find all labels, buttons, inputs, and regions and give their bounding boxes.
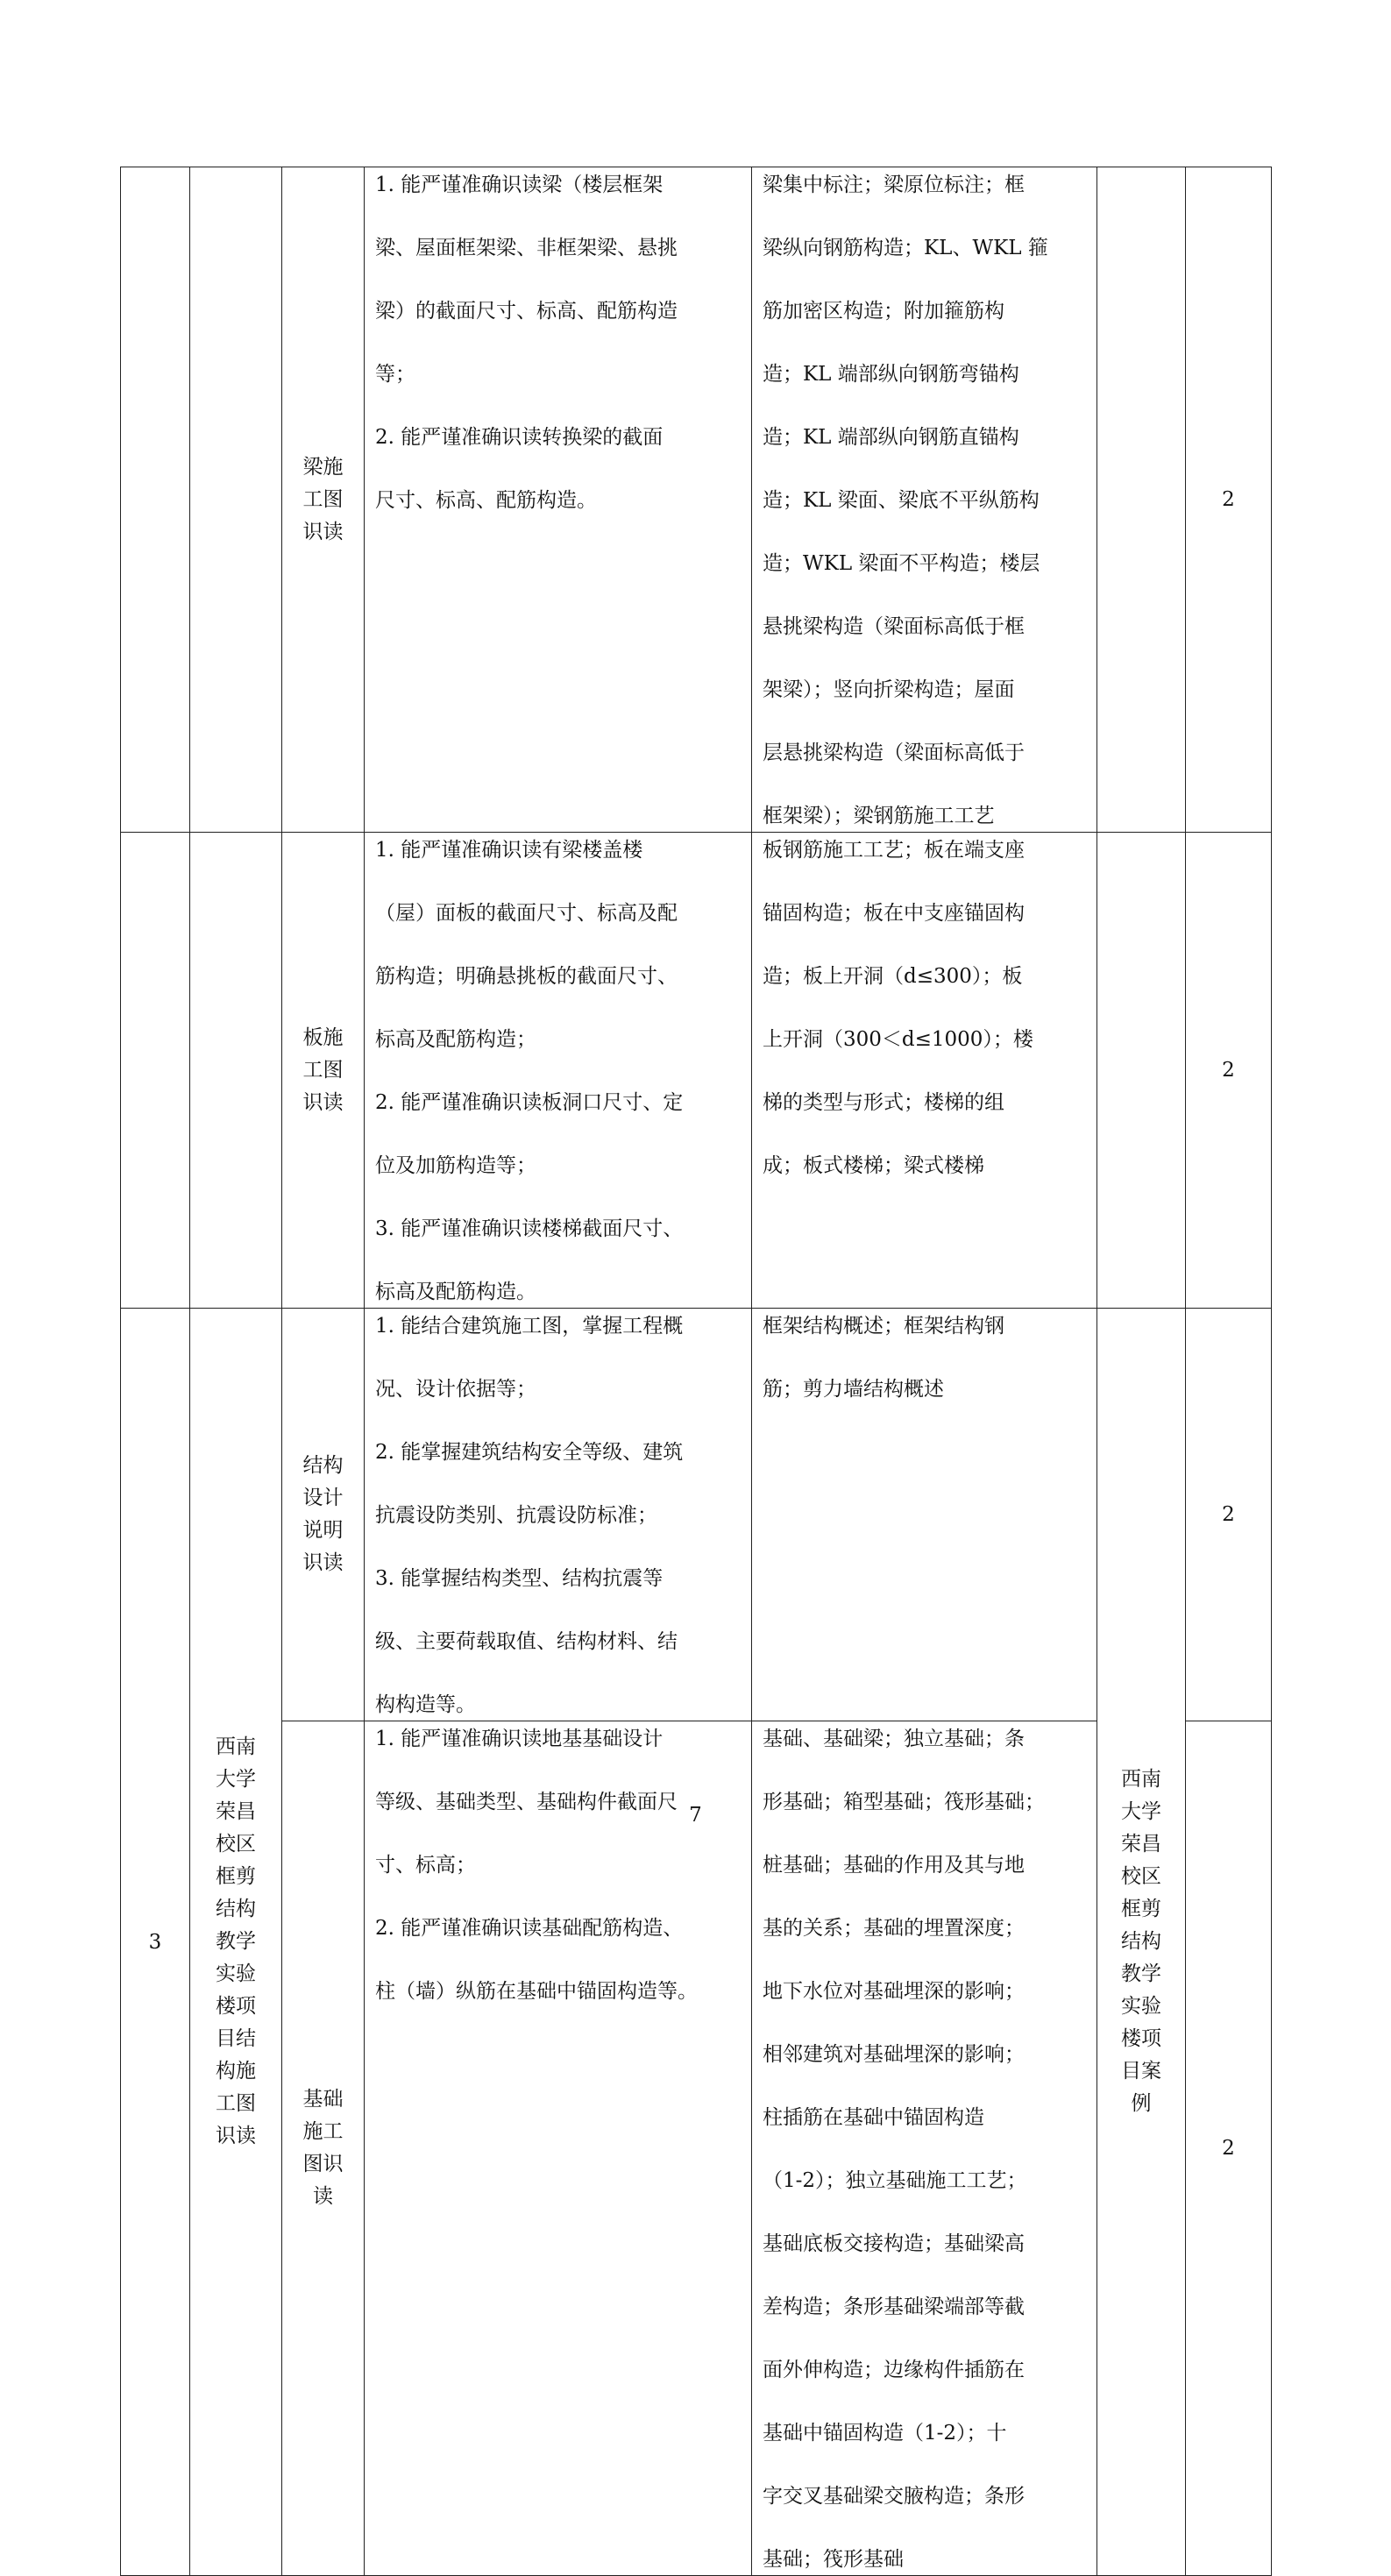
topic-line: 识读 — [302, 1090, 344, 1114]
goal-line: 标高及配筋构造； — [375, 1028, 536, 1051]
content-line: 地下水位对基础埋深的影响； — [763, 1980, 1025, 2003]
goal-line: 3. 能掌握结构类型、结构抗震等 — [375, 1567, 664, 1590]
course-content-table — [120, 167, 1272, 2576]
case-line: 框剪 — [1121, 1898, 1161, 1920]
topic-cell — [282, 1721, 365, 2576]
item-number: 3 — [148, 1930, 162, 1954]
number-cell-empty — [121, 167, 190, 833]
content-line: 相邻建筑对基础埋深的影响； — [763, 2043, 1025, 2066]
goals-cell — [365, 833, 752, 1309]
content-line: 成；板式楼梯；梁式楼梯 — [763, 1154, 984, 1177]
topic-label — [302, 1022, 344, 1119]
content-line: 上开洞（300＜d≤1000）；楼 — [763, 1028, 1033, 1051]
project-line: 构施 — [216, 2060, 256, 2083]
topic-line: 施工 — [302, 2120, 344, 2143]
goal-line: 位及加筋构造等； — [375, 1154, 536, 1177]
number-cell-empty — [121, 833, 190, 1309]
content-line: 造；KL 梁面、梁底不平纵筋构 — [763, 489, 1040, 512]
goal-line: 1. 能严谨准确识读有梁楼盖楼 — [375, 839, 643, 862]
project-line: 框剪 — [216, 1865, 256, 1888]
project-label — [215, 1731, 257, 2153]
project-cell-empty — [190, 167, 282, 833]
case-line: 教学 — [1121, 1962, 1161, 1985]
project-line: 荣昌 — [216, 1800, 256, 1823]
goal-line: 2. 能严谨准确识读转换梁的截面 — [375, 426, 664, 449]
goal-line: 况、设计依据等； — [375, 1378, 536, 1401]
case-line: 结构 — [1121, 1930, 1161, 1953]
table-row — [121, 833, 1272, 1309]
topic-line: 工图 — [302, 487, 344, 511]
table-row — [121, 167, 1272, 833]
goal-line: 等； — [375, 363, 415, 386]
content-line: 框架梁）；梁钢筋施工工艺 — [763, 805, 995, 827]
project-line: 西南 — [216, 1735, 256, 1758]
project-line: 教学 — [216, 1930, 256, 1953]
content-line: 基础；筏形基础 — [763, 2548, 904, 2571]
topic-line: 读 — [313, 2185, 333, 2208]
content-line: 造；板上开洞（d≤300）；板 — [763, 965, 1023, 988]
content-line: 基础、基础梁；独立基础；条 — [763, 1728, 1025, 1750]
hours-cell — [1186, 1721, 1272, 2576]
goal-line: 构构造等。 — [375, 1693, 476, 1716]
goal-line: 尺寸、标高、配筋构造。 — [375, 489, 597, 512]
goal-line: 筋构造；明确悬挑板的截面尺寸、 — [375, 965, 678, 988]
content-line: 板钢筋施工工艺；板在端支座 — [763, 839, 1025, 862]
table-row — [121, 1309, 1272, 1721]
topic-cell — [282, 167, 365, 833]
topic-label — [302, 2083, 344, 2213]
content-line: 悬挑梁构造（梁面标高低于框 — [763, 615, 1025, 638]
case-line: 实验 — [1121, 1995, 1161, 2018]
goal-line: 1. 能严谨准确识读地基基础设计 — [375, 1728, 664, 1750]
project-line: 识读 — [216, 2125, 256, 2147]
topic-label — [302, 451, 344, 549]
goal-line: 抗震设防类别、抗震设防标准； — [375, 1504, 657, 1527]
project-line: 实验 — [216, 1962, 256, 1985]
topic-line: 设计 — [302, 1487, 344, 1509]
case-line: 例 — [1131, 2092, 1152, 2115]
content-line: 面外伸构造；边缘构件插筋在 — [763, 2359, 1025, 2381]
goals-cell — [365, 1721, 752, 2576]
topic-line: 工图 — [302, 1058, 344, 1082]
content-line: 架梁）；竖向折梁构造；屋面 — [763, 678, 1015, 701]
content-line: 筋加密区构造；附加箍筋构 — [763, 300, 1004, 323]
goal-line: 级、主要荷载取值、结构材料、结 — [375, 1630, 678, 1653]
project-cell — [190, 1309, 282, 2576]
project-cell-empty — [190, 833, 282, 1309]
topic-cell — [282, 1309, 365, 1721]
hours-value: 2 — [1222, 1503, 1235, 1526]
content-cell — [752, 833, 1097, 1309]
project-line: 大学 — [216, 1768, 256, 1791]
content-line: 差构造；条形基础梁端部等截 — [763, 2296, 1025, 2318]
goal-line: 等级、基础类型、基础构件截面尺 — [375, 1791, 678, 1813]
content-cell — [752, 167, 1097, 833]
number-cell — [121, 1309, 190, 2576]
case-cell — [1097, 1309, 1186, 2576]
project-line: 结构 — [216, 1898, 256, 1920]
goal-line: 1. 能严谨准确识读梁（楼层框架 — [375, 174, 664, 196]
project-line: 目结 — [216, 2027, 256, 2050]
goal-line: （屋）面板的截面尺寸、标高及配 — [375, 902, 678, 925]
goal-line: 2. 能严谨准确识读基础配筋构造、 — [375, 1917, 684, 1940]
page-number: 7 — [689, 1804, 702, 1827]
goal-line: 2. 能严谨准确识读板洞口尺寸、定 — [375, 1091, 684, 1114]
content-line: 筋；剪力墙结构概述 — [763, 1378, 944, 1401]
content-line: 基础底板交接构造；基础梁高 — [763, 2232, 1025, 2255]
goal-line: 1. 能结合建筑施工图，掌握工程概 — [375, 1315, 684, 1338]
hours-cell — [1186, 833, 1272, 1309]
project-line: 楼项 — [216, 1995, 256, 2018]
goal-line: 寸、标高； — [375, 1854, 476, 1877]
content-cell — [752, 1721, 1097, 2576]
topic-line: 结构 — [302, 1454, 344, 1477]
content-line: 锚固构造；板在中支座锚固构 — [763, 902, 1025, 925]
goal-line: 3. 能严谨准确识读楼梯截面尺寸、 — [375, 1217, 684, 1240]
topic-line: 基础 — [302, 2088, 344, 2111]
goal-line: 2. 能掌握建筑结构安全等级、建筑 — [375, 1441, 684, 1464]
content-line: 字交叉基础梁交腋构造；条形 — [763, 2485, 1025, 2508]
goals-cell — [365, 167, 752, 833]
content-line: （1-2）；独立基础施工工艺； — [763, 2169, 1027, 2192]
content-line: 基的关系；基础的埋置深度； — [763, 1917, 1025, 1940]
content-cell — [752, 1309, 1097, 1721]
project-line: 工图 — [216, 2092, 256, 2115]
hours-value: 2 — [1222, 488, 1235, 511]
case-line: 楼项 — [1121, 2027, 1161, 2050]
case-line: 大学 — [1121, 1800, 1161, 1823]
goal-line: 梁）的截面尺寸、标高、配筋构造 — [375, 300, 678, 323]
content-line: 桩基础；基础的作用及其与地 — [763, 1854, 1025, 1877]
goal-line: 柱（墙）纵筋在基础中锚固构造等。 — [375, 1980, 698, 2003]
hours-cell — [1186, 1309, 1272, 1721]
content-line: 造；WKL 梁面不平构造；楼层 — [763, 552, 1040, 575]
project-line: 校区 — [216, 1833, 256, 1856]
hours-value: 2 — [1222, 1059, 1235, 1082]
goal-line: 标高及配筋构造。 — [375, 1281, 536, 1303]
hours-value: 2 — [1222, 2137, 1235, 2160]
topic-line: 说明 — [302, 1519, 344, 1542]
content-line: 梯的类型与形式；楼梯的组 — [763, 1091, 1004, 1114]
content-line: 框架结构概述；框架结构钢 — [763, 1315, 1004, 1338]
content-line: 层悬挑梁构造（梁面标高低于 — [763, 742, 1025, 764]
content-line: 梁纵向钢筋构造；KL、WKL 箍 — [763, 237, 1048, 259]
content-line: 形基础；箱型基础；筏形基础； — [763, 1791, 1045, 1813]
case-line: 荣昌 — [1121, 1833, 1161, 1856]
content-line: 梁集中标注；梁原位标注；框 — [763, 174, 1025, 196]
case-cell-empty — [1097, 833, 1186, 1309]
topic-line: 图识 — [302, 2153, 344, 2175]
topic-cell — [282, 833, 365, 1309]
topic-line: 识读 — [302, 520, 344, 543]
case-line: 目案 — [1121, 2060, 1161, 2083]
content-line: 基础中锚固构造（1-2）；十 — [763, 2422, 1007, 2445]
case-line: 西南 — [1121, 1768, 1161, 1791]
content-line: 造；KL 端部纵向钢筋直锚构 — [763, 426, 1019, 449]
content-line: 造；KL 端部纵向钢筋弯锚构 — [763, 363, 1019, 386]
topic-line: 梁施 — [302, 455, 344, 479]
content-line: 柱插筋在基础中锚固构造 — [763, 2106, 984, 2129]
topic-line: 识读 — [302, 1551, 344, 1574]
hours-cell — [1186, 167, 1272, 833]
case-line: 校区 — [1121, 1865, 1161, 1888]
goals-cell — [365, 1309, 752, 1721]
goal-line: 梁、屋面框架梁、非框架梁、悬挑 — [375, 237, 678, 259]
case-cell-empty — [1097, 167, 1186, 833]
topic-line: 板施 — [302, 1025, 344, 1049]
topic-label — [302, 1450, 344, 1579]
